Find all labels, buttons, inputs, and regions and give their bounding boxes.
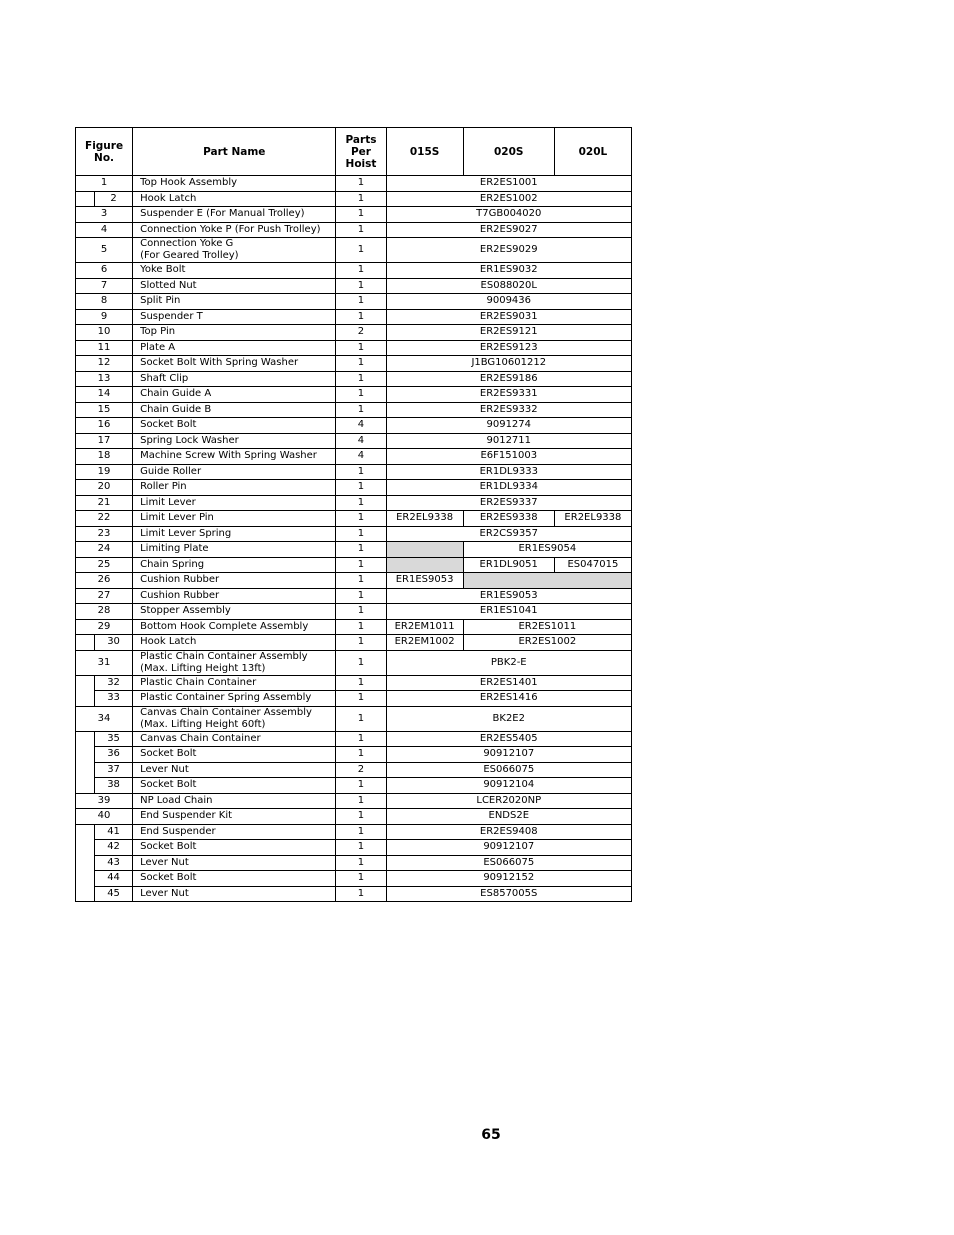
part-name-cell: End Suspender xyxy=(133,824,336,840)
part-name-cell: Canvas Chain Container xyxy=(133,731,336,747)
part-number-cell: BK2E2 xyxy=(386,706,631,731)
parts-per-hoist-cell: 1 xyxy=(336,464,386,480)
part-number-cell: ES066075 xyxy=(386,855,631,871)
part-number-cell: ER2ES9186 xyxy=(386,371,631,387)
part-name-cell: Socket Bolt xyxy=(133,778,336,794)
figure-number-cell: 43 xyxy=(95,855,133,871)
parts-per-hoist-cell: 1 xyxy=(336,387,386,403)
table-row xyxy=(76,433,632,449)
figure-number-cell: 6 xyxy=(76,263,133,279)
parts-per-hoist-cell: 1 xyxy=(336,871,386,887)
parts-per-hoist-cell: 1 xyxy=(336,824,386,840)
figure-number-cell: 12 xyxy=(76,356,133,372)
indent-spacer xyxy=(76,840,95,856)
table-row xyxy=(76,294,632,310)
figure-number-cell: 35 xyxy=(95,731,133,747)
table-row xyxy=(76,191,632,207)
indent-spacer xyxy=(76,635,95,651)
not-applicable-cell xyxy=(386,557,463,573)
figure-number-cell: 25 xyxy=(76,557,133,573)
part-name-cell: Limiting Plate xyxy=(133,542,336,558)
part-number-cell: ER1DL9051 xyxy=(463,557,554,573)
indent-spacer xyxy=(76,855,95,871)
figure-number-cell: 15 xyxy=(76,402,133,418)
indent-spacer xyxy=(76,691,95,707)
part-name-cell: Socket Bolt xyxy=(133,747,336,763)
indent-spacer xyxy=(76,778,95,794)
parts-per-hoist-cell: 1 xyxy=(336,650,386,675)
table-row xyxy=(76,238,632,263)
figure-number-cell: 17 xyxy=(76,433,133,449)
parts-per-hoist-cell: 1 xyxy=(336,371,386,387)
parts-per-hoist-cell: 1 xyxy=(336,222,386,238)
part-number-cell: ER1ES9053 xyxy=(386,573,463,589)
parts-per-hoist-cell: 1 xyxy=(336,675,386,691)
table-row xyxy=(76,557,632,573)
indent-spacer xyxy=(76,824,95,840)
table-row xyxy=(76,325,632,341)
table-row xyxy=(76,495,632,511)
table-row xyxy=(76,886,632,902)
part-name-cell: Machine Screw With Spring Washer xyxy=(133,449,336,465)
figure-number-cell: 14 xyxy=(76,387,133,403)
part-name-cell: Plate A xyxy=(133,340,336,356)
part-name-cell: Connection Yoke G (For Geared Trolley) xyxy=(133,238,336,263)
part-name-cell: Cushion Rubber xyxy=(133,573,336,589)
part-name-cell: Hook Latch xyxy=(133,635,336,651)
figure-number-cell: 39 xyxy=(76,793,133,809)
indent-spacer xyxy=(76,747,95,763)
part-name-cell: Socket Bolt xyxy=(133,871,336,887)
parts-per-hoist-cell: 1 xyxy=(336,809,386,825)
part-number-cell: ES088020L xyxy=(386,278,631,294)
part-name-cell: Limit Lever Pin xyxy=(133,511,336,527)
figure-number-cell: 41 xyxy=(95,824,133,840)
part-name-cell: Slotted Nut xyxy=(133,278,336,294)
part-number-cell: ER2ES1416 xyxy=(386,691,631,707)
part-number-cell: ER2ES9123 xyxy=(386,340,631,356)
part-number-cell: ER2EM1002 xyxy=(386,635,463,651)
parts-per-hoist-cell: 1 xyxy=(336,778,386,794)
parts-per-hoist-cell: 1 xyxy=(336,793,386,809)
figure-number-cell: 37 xyxy=(95,762,133,778)
table-row xyxy=(76,840,632,856)
parts-per-hoist-cell: 4 xyxy=(336,418,386,434)
figure-number-cell: 4 xyxy=(76,222,133,238)
figure-number-cell: 26 xyxy=(76,573,133,589)
table-row xyxy=(76,793,632,809)
table-row xyxy=(76,619,632,635)
figure-number-cell: 10 xyxy=(76,325,133,341)
part-number-cell: ER2EL9338 xyxy=(386,511,463,527)
table-row xyxy=(76,418,632,434)
table-row xyxy=(76,464,632,480)
figure-number-cell: 7 xyxy=(76,278,133,294)
part-name-cell: Lever Nut xyxy=(133,855,336,871)
table-row xyxy=(76,855,632,871)
parts-per-hoist-cell: 4 xyxy=(336,449,386,465)
part-name-cell: Canvas Chain Container Assembly (Max. Lifting Height 60ft) xyxy=(133,706,336,731)
figure-number-cell: 32 xyxy=(95,675,133,691)
parts-per-hoist-cell: 1 xyxy=(336,278,386,294)
table-row xyxy=(76,573,632,589)
indent-spacer xyxy=(76,191,95,207)
table-row xyxy=(76,387,632,403)
indent-spacer xyxy=(76,886,95,902)
figure-number-cell: 3 xyxy=(76,207,133,223)
part-name-cell: Top Hook Assembly xyxy=(133,176,336,192)
figure-number-cell: 18 xyxy=(76,449,133,465)
part-name-cell: Spring Lock Washer xyxy=(133,433,336,449)
part-number-cell: ES066075 xyxy=(386,762,631,778)
table-row xyxy=(76,650,632,675)
indent-spacer xyxy=(76,762,95,778)
part-name-cell: Guide Roller xyxy=(133,464,336,480)
part-number-cell: ER2ES9332 xyxy=(386,402,631,418)
parts-per-hoist-cell: 1 xyxy=(336,840,386,856)
part-number-cell: ER1ES9032 xyxy=(386,263,631,279)
part-number-cell: PBK2-E xyxy=(386,650,631,675)
parts-per-hoist-cell: 1 xyxy=(336,207,386,223)
part-name-cell: End Suspender Kit xyxy=(133,809,336,825)
parts-per-hoist-cell: 1 xyxy=(336,309,386,325)
figure-number-cell: 28 xyxy=(76,604,133,620)
part-name-cell: Lever Nut xyxy=(133,886,336,902)
figure-number-cell: 36 xyxy=(95,747,133,763)
header-020s: 020S xyxy=(463,128,554,176)
figure-number-cell: 20 xyxy=(76,480,133,496)
parts-per-hoist-cell: 1 xyxy=(336,356,386,372)
table-row xyxy=(76,222,632,238)
part-number-cell: ES047015 xyxy=(554,557,631,573)
parts-per-hoist-cell: 1 xyxy=(336,294,386,310)
table-row xyxy=(76,762,632,778)
figure-number-cell: 38 xyxy=(95,778,133,794)
table-row xyxy=(76,356,632,372)
parts-per-hoist-cell: 1 xyxy=(336,691,386,707)
table-row xyxy=(76,691,632,707)
parts-per-hoist-cell: 1 xyxy=(336,495,386,511)
part-number-cell: ER2ES1011 xyxy=(463,619,631,635)
figure-number-cell: 19 xyxy=(76,464,133,480)
table-row xyxy=(76,542,632,558)
table-row xyxy=(76,309,632,325)
parts-per-hoist-cell: 1 xyxy=(336,573,386,589)
part-name-cell: Cushion Rubber xyxy=(133,588,336,604)
part-number-cell: ER1ES1041 xyxy=(386,604,631,620)
table-row xyxy=(76,449,632,465)
part-number-cell: ER2ES9121 xyxy=(386,325,631,341)
figure-number-cell: 11 xyxy=(76,340,133,356)
part-number-cell: ER2ES9331 xyxy=(386,387,631,403)
part-name-cell: Shaft Clip xyxy=(133,371,336,387)
figure-number-cell: 24 xyxy=(76,542,133,558)
part-name-cell: Bottom Hook Complete Assembly xyxy=(133,619,336,635)
part-name-cell: Plastic Container Spring Assembly xyxy=(133,691,336,707)
part-number-cell: ER2ES9027 xyxy=(386,222,631,238)
figure-number-cell: 42 xyxy=(95,840,133,856)
parts-per-hoist-cell: 1 xyxy=(336,619,386,635)
parts-per-hoist-cell: 1 xyxy=(336,238,386,263)
indent-spacer xyxy=(76,871,95,887)
part-name-cell: Connection Yoke P (For Push Trolley) xyxy=(133,222,336,238)
header-row xyxy=(76,128,632,176)
figure-number-cell: 21 xyxy=(76,495,133,511)
figure-number-cell: 2 xyxy=(95,191,133,207)
parts-per-hoist-cell: 1 xyxy=(336,557,386,573)
part-number-cell: 90912107 xyxy=(386,840,631,856)
part-number-cell: E6F151003 xyxy=(386,449,631,465)
part-number-cell: 9091274 xyxy=(386,418,631,434)
table-row xyxy=(76,340,632,356)
part-name-cell: Hook Latch xyxy=(133,191,336,207)
figure-number-cell: 31 xyxy=(76,650,133,675)
part-name-cell: Socket Bolt With Spring Washer xyxy=(133,356,336,372)
figure-number-cell: 1 xyxy=(76,176,133,192)
parts-per-hoist-cell: 2 xyxy=(336,325,386,341)
part-name-cell: Chain Guide A xyxy=(133,387,336,403)
parts-per-hoist-cell: 1 xyxy=(336,340,386,356)
part-name-cell: Suspender T xyxy=(133,309,336,325)
part-number-cell: ER2CS9357 xyxy=(386,526,631,542)
part-name-cell: Socket Bolt xyxy=(133,418,336,434)
part-number-cell: T7GB004020 xyxy=(386,207,631,223)
figure-number-cell: 30 xyxy=(95,635,133,651)
part-number-cell: ER1DL9334 xyxy=(386,480,631,496)
parts-per-hoist-cell: 1 xyxy=(336,511,386,527)
table-row xyxy=(76,511,632,527)
part-name-cell: Roller Pin xyxy=(133,480,336,496)
part-number-cell: 90912104 xyxy=(386,778,631,794)
parts-per-hoist-cell: 1 xyxy=(336,191,386,207)
table-row xyxy=(76,526,632,542)
indent-spacer xyxy=(76,731,95,747)
table-row xyxy=(76,824,632,840)
figure-number-cell: 27 xyxy=(76,588,133,604)
part-number-cell: ER2ES5405 xyxy=(386,731,631,747)
part-number-cell: ER2EL9338 xyxy=(554,511,631,527)
part-number-cell: ER2ES1401 xyxy=(386,675,631,691)
part-number-cell: ER2ES9031 xyxy=(386,309,631,325)
part-name-cell: Plastic Chain Container xyxy=(133,675,336,691)
header-parts-per-hoist: Parts Per Hoist xyxy=(336,128,386,176)
part-name-cell: Plastic Chain Container Assembly (Max. Lifting Height 13ft) xyxy=(133,650,336,675)
part-name-cell: Yoke Bolt xyxy=(133,263,336,279)
figure-number-cell: 33 xyxy=(95,691,133,707)
table-row xyxy=(76,809,632,825)
part-name-cell: Lever Nut xyxy=(133,762,336,778)
figure-number-cell: 23 xyxy=(76,526,133,542)
parts-per-hoist-cell: 4 xyxy=(336,433,386,449)
part-name-cell: Socket Bolt xyxy=(133,840,336,856)
figure-number-cell: 44 xyxy=(95,871,133,887)
part-name-cell: Limit Lever xyxy=(133,495,336,511)
parts-per-hoist-cell: 1 xyxy=(336,706,386,731)
part-number-cell: ER2ES9337 xyxy=(386,495,631,511)
parts-per-hoist-cell: 1 xyxy=(336,886,386,902)
figure-number-cell: 29 xyxy=(76,619,133,635)
part-name-cell: Split Pin xyxy=(133,294,336,310)
header-015s: 015S xyxy=(386,128,463,176)
table-row xyxy=(76,604,632,620)
part-number-cell: ER1ES9053 xyxy=(386,588,631,604)
part-number-cell: ER2ES1002 xyxy=(463,635,631,651)
table-row xyxy=(76,706,632,731)
figure-number-cell: 9 xyxy=(76,309,133,325)
table-row xyxy=(76,480,632,496)
indent-spacer xyxy=(76,675,95,691)
part-number-cell: 9009436 xyxy=(386,294,631,310)
part-number-cell: ER2ES9338 xyxy=(463,511,554,527)
table-row xyxy=(76,263,632,279)
part-number-cell: 90912152 xyxy=(386,871,631,887)
part-number-cell: 90912107 xyxy=(386,747,631,763)
part-number-cell: ER2ES1001 xyxy=(386,176,631,192)
part-number-cell: LCER2020NP xyxy=(386,793,631,809)
table-row xyxy=(76,778,632,794)
figure-number-cell: 45 xyxy=(95,886,133,902)
figure-number-cell: 13 xyxy=(76,371,133,387)
part-number-cell: ES857005S xyxy=(386,886,631,902)
part-name-cell: Top Pin xyxy=(133,325,336,341)
parts-per-hoist-cell: 1 xyxy=(336,542,386,558)
parts-rows xyxy=(76,176,632,902)
figure-number-cell: 16 xyxy=(76,418,133,434)
table-row xyxy=(76,747,632,763)
page-number: 65 xyxy=(481,1127,501,1143)
parts-per-hoist-cell: 1 xyxy=(336,731,386,747)
part-name-cell: Suspender E (For Manual Trolley) xyxy=(133,207,336,223)
parts-per-hoist-cell: 1 xyxy=(336,604,386,620)
header-part-name: Part Name xyxy=(133,128,336,176)
figure-number-cell: 8 xyxy=(76,294,133,310)
parts-list-table xyxy=(75,127,632,902)
table-row xyxy=(76,207,632,223)
parts-per-hoist-cell: 1 xyxy=(336,402,386,418)
part-name-cell: Stopper Assembly xyxy=(133,604,336,620)
part-number-cell: ER2ES9408 xyxy=(386,824,631,840)
table-row xyxy=(76,371,632,387)
part-name-cell: Chain Spring xyxy=(133,557,336,573)
parts-per-hoist-cell: 2 xyxy=(336,762,386,778)
part-number-cell: J1BG10601212 xyxy=(386,356,631,372)
header-figure-no: Figure No. xyxy=(76,128,133,176)
parts-per-hoist-cell: 1 xyxy=(336,588,386,604)
part-number-cell: ENDS2E xyxy=(386,809,631,825)
figure-number-cell: 22 xyxy=(76,511,133,527)
part-number-cell: ER2EM1011 xyxy=(386,619,463,635)
parts-per-hoist-cell: 1 xyxy=(336,176,386,192)
header-020l: 020L xyxy=(554,128,631,176)
part-name-cell: NP Load Chain xyxy=(133,793,336,809)
part-number-cell: ER2ES1002 xyxy=(386,191,631,207)
part-number-cell: ER1ES9054 xyxy=(463,542,631,558)
part-number-cell: ER2ES9029 xyxy=(386,238,631,263)
not-applicable-cell xyxy=(386,542,463,558)
parts-per-hoist-cell: 1 xyxy=(336,747,386,763)
parts-per-hoist-cell: 1 xyxy=(336,526,386,542)
table-row xyxy=(76,675,632,691)
table-row xyxy=(76,635,632,651)
part-name-cell: Limit Lever Spring xyxy=(133,526,336,542)
part-number-cell: ER1DL9333 xyxy=(386,464,631,480)
table-row xyxy=(76,278,632,294)
table-row xyxy=(76,871,632,887)
figure-number-cell: 40 xyxy=(76,809,133,825)
figure-number-cell: 34 xyxy=(76,706,133,731)
part-name-cell: Chain Guide B xyxy=(133,402,336,418)
parts-per-hoist-cell: 1 xyxy=(336,480,386,496)
table-row xyxy=(76,176,632,192)
not-applicable-cell xyxy=(463,573,631,589)
part-number-cell: 9012711 xyxy=(386,433,631,449)
parts-per-hoist-cell: 1 xyxy=(336,855,386,871)
parts-per-hoist-cell: 1 xyxy=(336,635,386,651)
table-row xyxy=(76,588,632,604)
table-row xyxy=(76,402,632,418)
figure-number-cell: 5 xyxy=(76,238,133,263)
table-row xyxy=(76,731,632,747)
parts-per-hoist-cell: 1 xyxy=(336,263,386,279)
